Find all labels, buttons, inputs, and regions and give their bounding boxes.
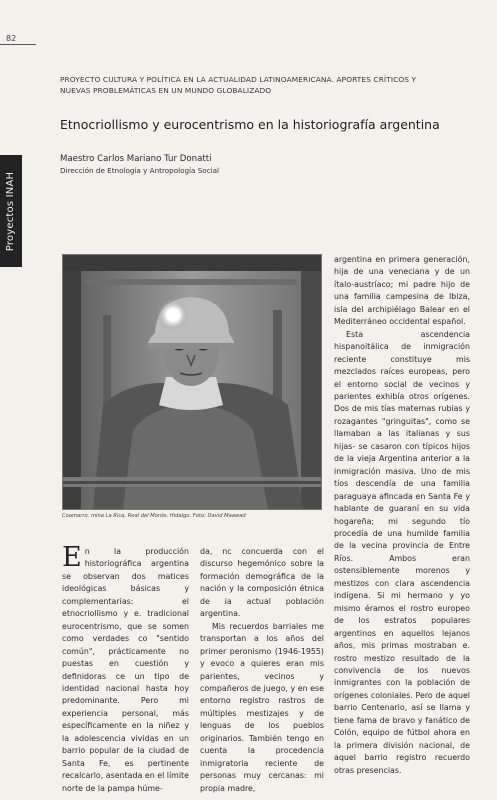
column-2-paragraph-1: da, nc concuerda con el discurso hegemónico sobre la formación demográfica de la nación y la composición étnica de ia actual población argentina. bbox=[200, 547, 324, 619]
column-1-paragraph-1: n la producción historiográfica argentina se observan dos matices ideológicas básicas y complementarias: el etnocriollismo y e. tradicional eurocentrismo, que se somen como verdades co "sentido común", prácticamente no puestas en cuestión y definidoras ce un tipo de identidad nacional hasta hoy predominante. Pero mi experiencia personal, más específicamente en la niñez y la adolescencia vividas en un barrio popular de la ciudad de Santa Fe, es pertinente recalcarlo, asentada en el límite norte de la pampa húme- bbox=[62, 547, 189, 793]
section-side-tab bbox=[0, 155, 22, 267]
column-2-paragraph-2: Mis recuerdos barriales me transportan a los años del primer peronismo (1946-1955) y evoco a quieres eran mis parientes, vecinos y compañeros de juego, y en ese entorno registro rastros de múltiples mestizajes y de lenguas de los pueblos originarios. También tengo en cuenta la procedencia inmigratoria reciente de personas muy cercanas: mi propia madre, bbox=[200, 621, 324, 793]
column-3-paragraph-1: argentina en primera generación, hija de una veneciana y de un ítalo-austríaco; mi padre hijo de una familia campesina de Ibiza, isla del archipiélago Balear en el Mediterráneo occidental español. bbox=[334, 255, 470, 327]
section-header-line-1: PROYECTO CULTURA Y POLÍTICA EN LA ACTUALIDAD LATINOAMERICANA. APORTES CRÍTICOS Y bbox=[60, 75, 417, 84]
article-title: Etnocriollismo y eurocentrismo en la historiografía argentina bbox=[60, 117, 440, 132]
miner-photo bbox=[62, 254, 322, 510]
column-3-paragraph-2: Esta ascendencia hispanoitálica de inmigración reciente constituye mis mezclados raíces europeas, pero el entorno social de vecinos y parientes exhibía otros orígenes. Dos de mis tías maternas rubias y rozagantes "gringuitas", como se llamaban a las italianas y sus hijas- se casaron con típicos hijos de la vieja Argentina anterior a la inmigración masiva. Uno de mis tíos descendía de una familia paraguaya afincada en Santa Fe y hablante de guaraní en su vida hogareña; mi segundo tío procedía de una humilde familia de la vecina provincia de Entre Ríos. Ambos eran ostensiblemente morenos y mestizos con clara ascendencia indígena. Si mi hermano y yo mismo éramos el rostro europeo de los estratos populares argentinos en aquellos lejanos años, mis primas mostraban e. rostro mestizo resultado de la convivencia de los nuevos inmigrantes con la población de orígenes coloniales. Pero de aquel barrio Centenario, así se llama y tiene fama de bravo y fanático de Colón, equipo de fútbol ahora en la primera división nacional, de aquel barrio registro recuerdo otras presencias. bbox=[334, 329, 470, 775]
body-column-3 bbox=[334, 254, 470, 777]
photo-caption: Coamarro, mina La Rica, Real del Monte, Hidalgo. Foto: David Maawad bbox=[62, 513, 246, 519]
author-name: Maestro Carlos Mariano Tur Donatti bbox=[60, 154, 212, 164]
body-column-1 bbox=[62, 542, 189, 795]
page-number: 82 bbox=[6, 34, 17, 43]
section-header-line-2: NUEVAS PROBLEMÁTICAS EN UN MUNDO GLOBALIZADO bbox=[60, 86, 272, 95]
drop-cap: E bbox=[62, 542, 82, 573]
header-rule bbox=[0, 44, 36, 45]
body-column-2 bbox=[200, 546, 324, 795]
author-affiliation: Dirección de Etnología y Antropología Social bbox=[60, 166, 220, 175]
section-header bbox=[60, 74, 480, 96]
side-tab-label: Proyectos INAH bbox=[5, 171, 17, 251]
